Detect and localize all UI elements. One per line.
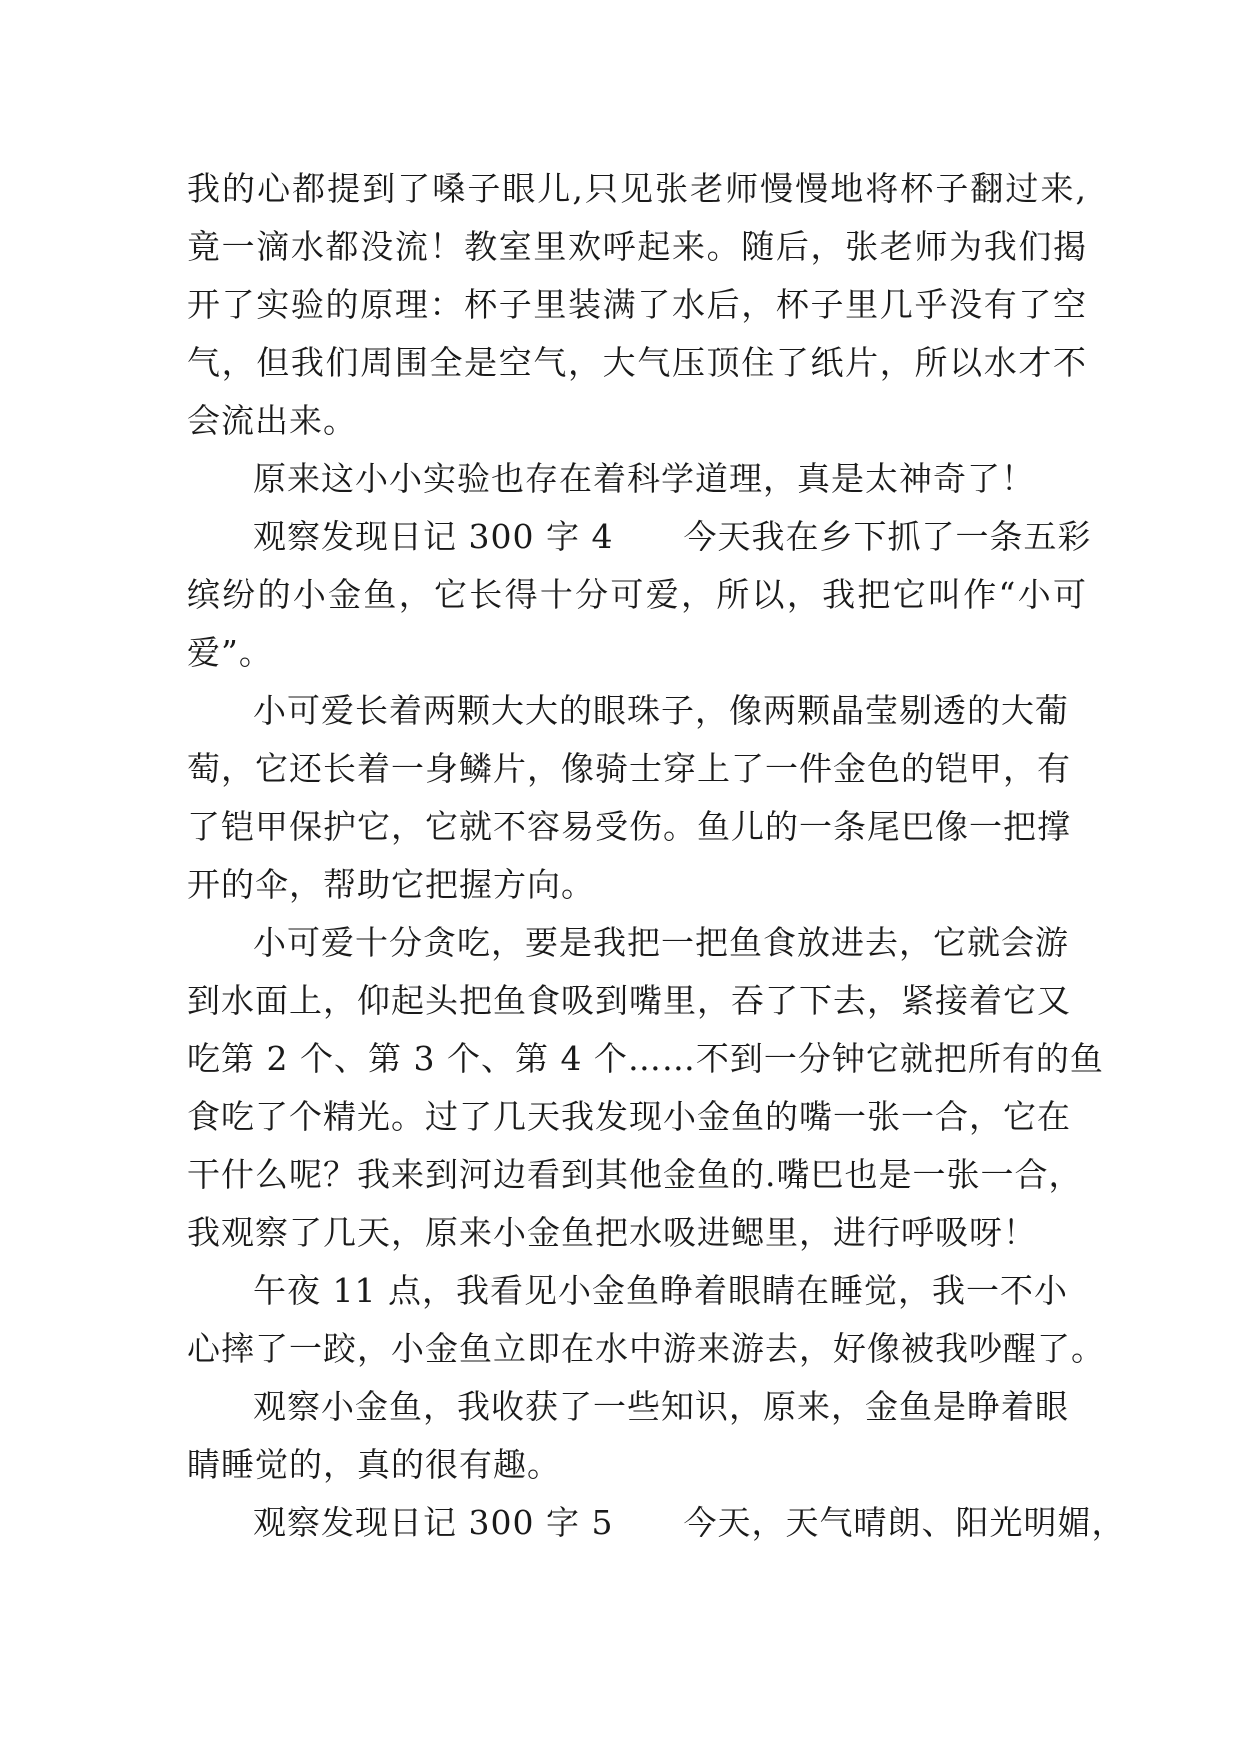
text-line: 干什么呢？我来到河边看到其他金鱼的.嘴巴也是一张一合， [187, 1155, 1083, 1194]
text-line: 小可爱十分贪吃，要是我把一把鱼食放进去，它就会游 [253, 923, 1069, 962]
text-line: 小可爱长着两颗大大的眼珠子，像两颗晶莹剔透的大葡 [253, 691, 1069, 730]
text-line: 会流出来。 [187, 401, 357, 440]
text-line: 食吃了个精光。过了几天我发现小金鱼的嘴一张一合，它在 [187, 1097, 1071, 1136]
section-heading-line [187, 508, 1092, 566]
text-fragment: 今天，天气晴朗、阳光明媚， [683, 1503, 1126, 1542]
text-line: 气，但我们周围全是空气，大气压顶住了纸片，所以水才不 [187, 343, 1087, 382]
text-line: 萄，它还长着一身鳞片，像骑士穿上了一件金色的铠甲，有 [187, 749, 1071, 788]
text-line: 竟一滴水都没流！教室里欢呼起来。随后，张老师为我们揭 [187, 227, 1087, 266]
section-heading: 观察发现日记 300 字 5 [253, 1503, 614, 1542]
text-line: 爱”。 [187, 633, 273, 672]
document-body [187, 160, 1126, 1552]
text-line: 了铠甲保护它，它就不容易受伤。鱼儿的一条尾巴像一把撑 [187, 807, 1071, 846]
section-heading-line [187, 1494, 1126, 1552]
text-line: 我观察了几天，原来小金鱼把水吸进鳃里，进行呼吸呀！ [187, 1213, 1037, 1252]
text-line: 心摔了一跤，小金鱼立即在水中游来游去，好像被我吵醒了。 [187, 1329, 1105, 1368]
text-line: 吃第 2 个、第 3 个、第 4 个……不到一分钟它就把所有的鱼 [187, 1039, 1104, 1078]
text-line: 我的心都提到了嗓子眼儿,只见张老师慢慢地将杯子翻过来, [187, 169, 1087, 208]
text-line: 睛睡觉的，真的很有趣。 [187, 1445, 561, 1484]
text-line: 开的伞，帮助它把握方向。 [187, 865, 595, 904]
text-fragment: 今天我在乡下抓了一条五彩 [683, 517, 1092, 556]
section-heading: 观察发现日记 300 字 4 [253, 517, 614, 556]
text-line: 观察小金鱼，我收获了一些知识，原来，金鱼是睁着眼 [253, 1387, 1069, 1426]
text-line: 原来这小小实验也存在着科学道理，真是太神奇了！ [253, 459, 1035, 498]
text-line: 开了实验的原理：杯子里装满了水后，杯子里几乎没有了空 [187, 285, 1087, 324]
text-line: 缤纷的小金鱼，它长得十分可爱，所以，我把它叫作“小可 [187, 575, 1087, 614]
text-line: 午夜 11 点，我看见小金鱼睁着眼睛在睡觉，我一不小 [253, 1271, 1068, 1310]
text-line: 到水面上，仰起头把鱼食吸到嘴里，吞了下去，紧接着它又 [187, 981, 1071, 1020]
